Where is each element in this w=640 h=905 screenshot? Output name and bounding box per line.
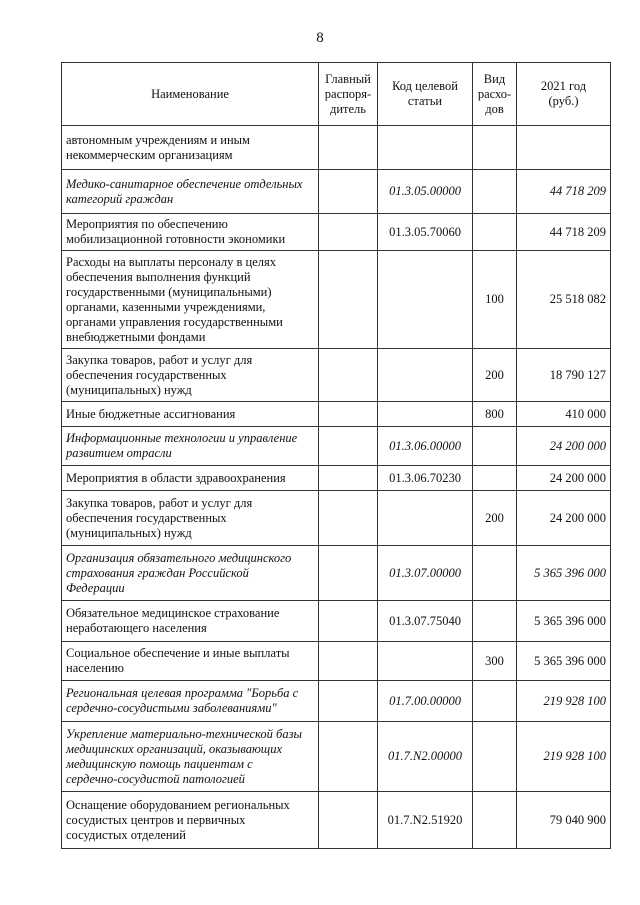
row-name-line: категорий граждан [66,191,174,206]
row-name [62,792,319,849]
row-name-line: Организация обязательного медицинского [66,550,292,565]
row-name-line: Социальное обеспечение и иные выплаты [66,646,290,660]
row-name-line: обеспечения государственных [66,367,227,382]
row-code [378,251,473,349]
header-kind-line: расхо- [477,86,512,101]
header-amount-line: (руб.) [548,94,579,108]
row-name [62,349,319,402]
table-row [62,214,611,251]
row-kind [473,170,517,214]
row-name-line: Оснащение оборудованием региональных [66,797,290,812]
row-kind [473,681,517,722]
row-amount [517,126,611,170]
row-name [62,491,319,546]
row-name-line: некоммерческим организациям [66,147,233,162]
row-name [62,601,319,642]
row-name-line: сосудистых отделений [66,827,186,842]
header-code-line: Код целевой [392,79,458,93]
row-code [378,491,473,546]
row-kind: 300 [473,642,517,681]
row-name-line: внебюджетными фондами [66,329,206,344]
row-name-line: Информационные технологии и управление [66,431,298,445]
row-name-line: сердечно-сосудистыми заболеваниями" [66,701,277,715]
row-name-line: органами управления государственными [66,314,283,329]
row-kind [473,466,517,491]
row-amount: 24 200 000 [517,427,611,466]
row-amount: 219 928 100 [517,722,611,792]
row-amount: 79 040 900 [517,792,611,849]
header-code [378,63,473,126]
row-name-line: Закупка товаров, работ и услуг для [66,495,253,510]
row-amount: 18 790 127 [517,349,611,402]
header-amount [517,63,611,126]
row-name [62,251,319,349]
table-row [62,170,611,214]
row-code [378,126,473,170]
row-name-line: Иные бюджетные ассигнования [66,406,236,421]
row-name-line: Обязательное медицинское страхование [66,606,280,620]
table-row [62,349,611,402]
table-row [62,642,611,681]
row-manager [319,170,378,214]
table-row [62,402,611,427]
table-row [62,601,611,642]
row-name [62,546,319,601]
row-kind [473,126,517,170]
row-manager [319,681,378,722]
row-manager [319,601,378,642]
row-manager [319,126,378,170]
table-row [62,126,611,170]
row-name-line: Медико-санитарное обеспечение отдельных [66,176,303,191]
row-name-line: развитием отрасли [66,446,172,460]
row-name-line: государственными (муниципальными) [66,284,272,299]
row-name-line: (муниципальных) нужд [66,382,192,397]
row-code [378,349,473,402]
row-kind [473,722,517,792]
row-amount: 24 200 000 [517,466,611,491]
row-manager [319,491,378,546]
row-name-line: обеспечения государственных [66,510,227,525]
row-amount: 25 518 082 [517,251,611,349]
row-manager [319,466,378,491]
table-row [62,722,611,792]
row-manager [319,427,378,466]
row-manager [319,792,378,849]
table-body [62,126,611,849]
row-name-line: (муниципальных) нужд [66,525,192,540]
row-code: 01.3.07.00000 [378,546,473,601]
row-name-line: Региональная целевая программа "Борьба с [66,686,299,700]
row-manager [319,214,378,251]
row-manager [319,349,378,402]
row-kind: 100 [473,251,517,349]
row-name-line: страхования граждан Российской [66,565,249,580]
row-name [62,427,319,466]
table-row [62,681,611,722]
row-kind [473,427,517,466]
row-manager [319,402,378,427]
header-kind-line: дов [485,101,504,116]
row-name [62,402,319,427]
budget-table [61,62,611,849]
row-name-line: Мероприятия в области здравоохранения [66,470,286,485]
row-code: 01.3.05.00000 [378,170,473,214]
row-name [62,681,319,722]
row-code [378,402,473,427]
row-manager [319,546,378,601]
row-kind: 800 [473,402,517,427]
row-manager [319,722,378,792]
row-code: 01.3.07.75040 [378,601,473,642]
header-kind-line: Вид [483,71,506,86]
row-kind [473,214,517,251]
table-row [62,427,611,466]
row-name [62,642,319,681]
row-name-line: медицинских организаций, оказывающих [66,741,283,756]
row-amount: 44 718 209 [517,214,611,251]
row-name-line: Закупка товаров, работ и услуг для [66,352,253,367]
table-row [62,491,611,546]
row-code: 01.7.N2.51920 [378,792,473,849]
row-name-line: мобилизационной готовности экономики [66,232,286,246]
row-code: 01.3.05.70060 [378,214,473,251]
header-code-line: статьи [407,94,443,108]
header-amount-line: 2021 год [540,79,587,93]
row-code: 01.3.06.00000 [378,427,473,466]
row-manager [319,251,378,349]
row-manager [319,642,378,681]
row-name-line: Укрепление материально-технической базы [66,726,302,741]
row-name-line: автономным учреждениям и иным [66,132,250,147]
row-amount: 44 718 209 [517,170,611,214]
table-row [62,546,611,601]
row-name-line: Расходы на выплаты персоналу в целях [66,254,276,269]
header-manager-line: дитель [330,101,366,116]
row-amount: 410 000 [517,402,611,427]
row-kind [473,792,517,849]
header-manager [319,63,378,126]
row-name-line: Мероприятия по обеспечению [66,217,228,231]
table-row [62,251,611,349]
row-code: 01.3.06.70230 [378,466,473,491]
row-amount: 219 928 100 [517,681,611,722]
row-name-line: органами, казенными учреждениями, [66,299,266,314]
row-name-line: Федерации [66,580,125,595]
table-header-row [62,63,611,126]
header-name: Наименование [62,63,319,126]
table-row [62,792,611,849]
row-name-line: сердечно-сосудистой патологией [66,771,245,786]
row-name-line: неработающего населения [66,621,207,635]
page-number: 8 [316,30,324,46]
row-name [62,214,319,251]
row-amount: 24 200 000 [517,491,611,546]
row-kind [473,546,517,601]
row-code [378,642,473,681]
header-kind [473,63,517,126]
row-name [62,466,319,491]
row-name-line: медицинскую помощь пациентам с [66,756,253,771]
row-name-line: обеспечения выполнения функций [66,269,251,284]
table-row [62,466,611,491]
row-code: 01.7.00.00000 [378,681,473,722]
row-amount: 5 365 396 000 [517,601,611,642]
row-kind [473,601,517,642]
row-name [62,722,319,792]
row-code: 01.7.N2.00000 [378,722,473,792]
row-name-line: населению [66,661,124,675]
row-amount: 5 365 396 000 [517,642,611,681]
row-kind: 200 [473,349,517,402]
row-name [62,126,319,170]
row-amount: 5 365 396 000 [517,546,611,601]
row-name [62,170,319,214]
row-kind: 200 [473,491,517,546]
header-manager-line: Главный [325,71,371,86]
row-name-line: сосудистых центров и первичных [66,812,246,827]
header-manager-line: распоря- [324,86,372,101]
